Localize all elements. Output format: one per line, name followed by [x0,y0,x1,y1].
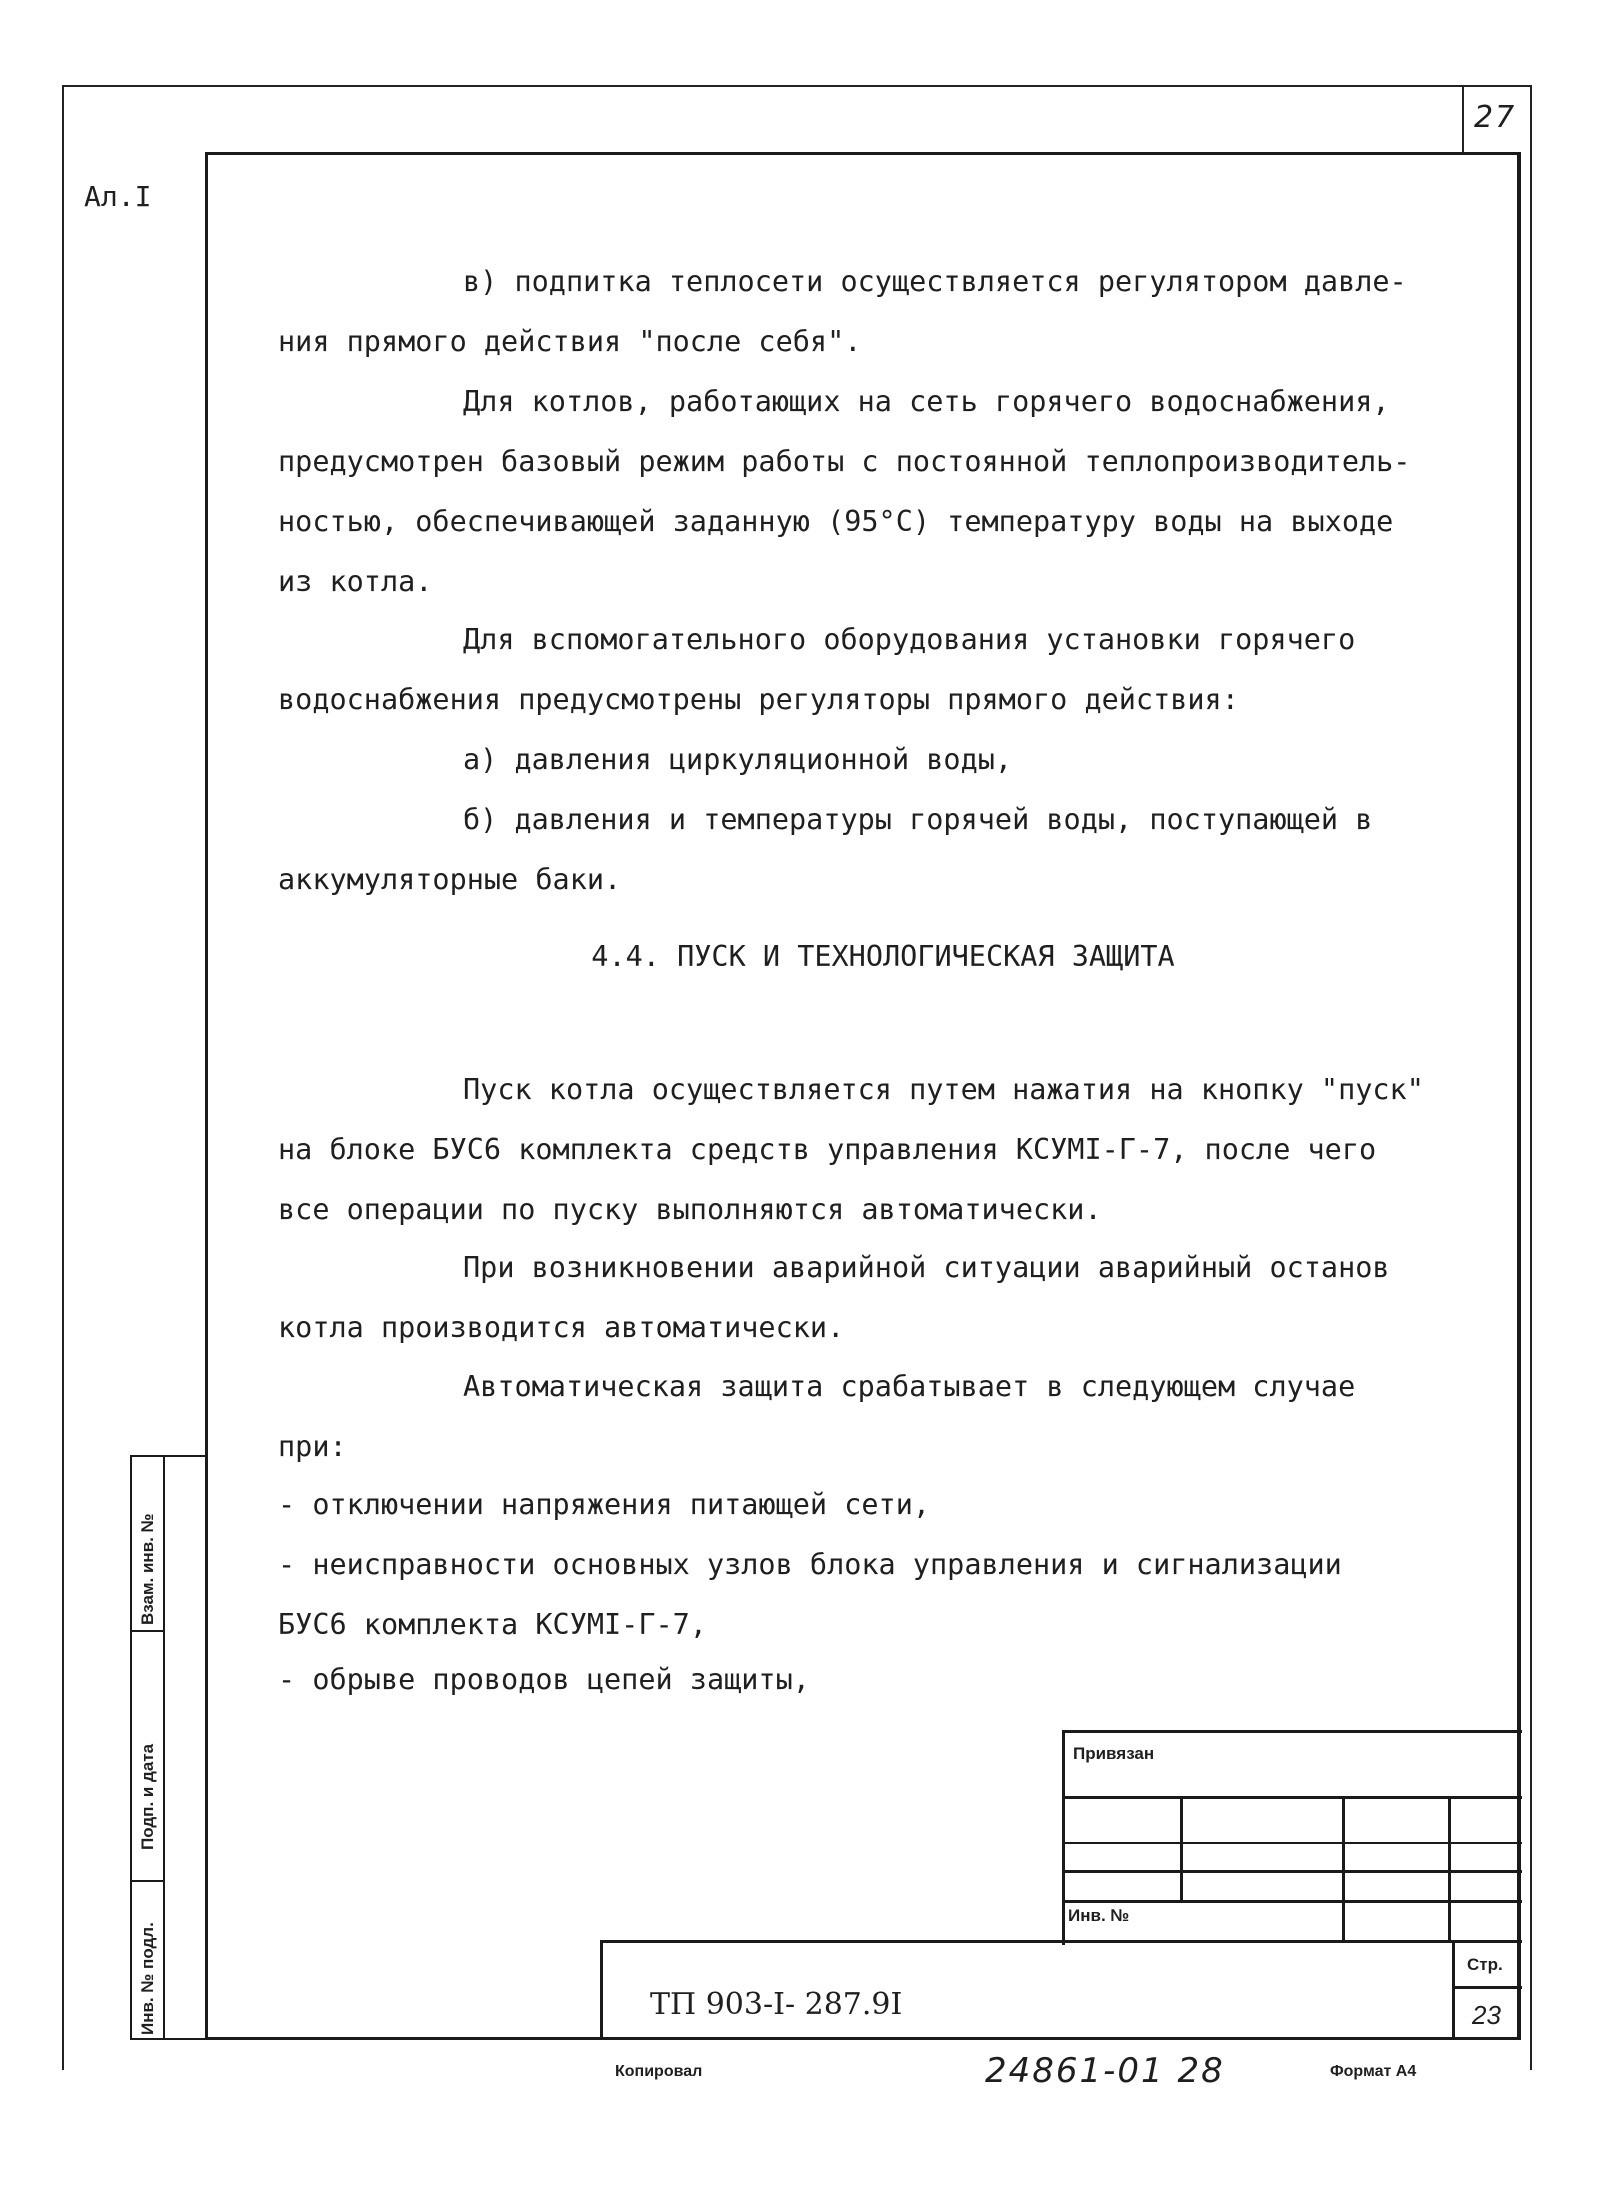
page-number: 23 [1472,2000,1501,2030]
tb-line [1062,1870,1522,1873]
document-code: ТП 903-I- 287.9I [650,1987,903,2022]
paragraph-6: Пуск котла осуществляется путем нажатия на кнопку "пуск" на блоке БУС6 комплекта средств управления КСУМI-Г-7, после чего все операции по пуску выполняются автоматически. [278,1073,1424,1226]
paragraph-5: б) давления и температуры горячей воды, поступающей в аккумуляторные баки. [278,803,1373,896]
format-label: Формат А4 [1330,2063,1417,2080]
tb-line [1452,1940,1455,2040]
tb-line [1062,1900,1522,1903]
paragraph-4: а) давления циркуляционной воды, [463,743,1013,776]
sheet-number: 27 [1474,100,1517,135]
tb-line [1452,1986,1522,1989]
tb-line [1062,1796,1522,1799]
paragraph-8: Автоматическая защита срабатывает в следующем случае при: [278,1370,1356,1463]
tb-line [1062,1730,1522,1733]
inventory-label: Инв. № [1068,1906,1130,1925]
section-heading: 4.4. ПУСК И ТЕХНОЛОГИЧЕСКАЯ ЗАЩИТА [591,940,1175,973]
copied-label: Копировал [615,2063,703,2080]
paragraph-1: в) подпитка теплосети осуществляется регулятором давле- ния прямого действия "после себя". [278,265,1407,358]
tb-line [1448,1796,1451,1941]
tb-line [1342,1796,1345,1941]
tb-line [600,1940,1522,1943]
tb-line [1062,1730,1065,1945]
tb-line [600,1940,603,2040]
page-label: Стр. [1467,1955,1503,1974]
list-item: - обрыве проводов цепей защиты, [278,1663,810,1696]
paragraph-3: Для вспомогательного оборудования установки горячего водоснабжения предусмотрены регуляторы прямого действия: [278,623,1356,716]
tb-line [1180,1796,1183,1900]
list-item: - неисправности основных узлов блока управления и сигнализации БУС6 комплекта КСУМI-Г-7, [278,1548,1342,1641]
tb-line [1062,1842,1522,1844]
list-item: - отключении напряжения питающей сети, [278,1488,931,1521]
strip-label-signature: Подп. и дата [138,1743,157,1850]
strip-label-replacement: Взам. инв. № [138,1513,157,1625]
paragraph-7: При возникновении аварийной ситуации аварийный останов котла производится автоматически. [278,1251,1390,1344]
stamp-number: 24861-01 28 [985,2051,1225,2091]
attached-label: Привязан [1073,1744,1155,1763]
paragraph-2: Для котлов, работающих на сеть горячего водоснабжения, предусмотрен базовый режим работы с постоянной теплопроизводитель- ностью, обеспечивающей заданную (95°С) температуру воды на выходе из котла. [278,385,1411,598]
strip-label-original: Инв. № подл. [138,1922,157,2035]
album-label: Ал.I [84,180,152,213]
